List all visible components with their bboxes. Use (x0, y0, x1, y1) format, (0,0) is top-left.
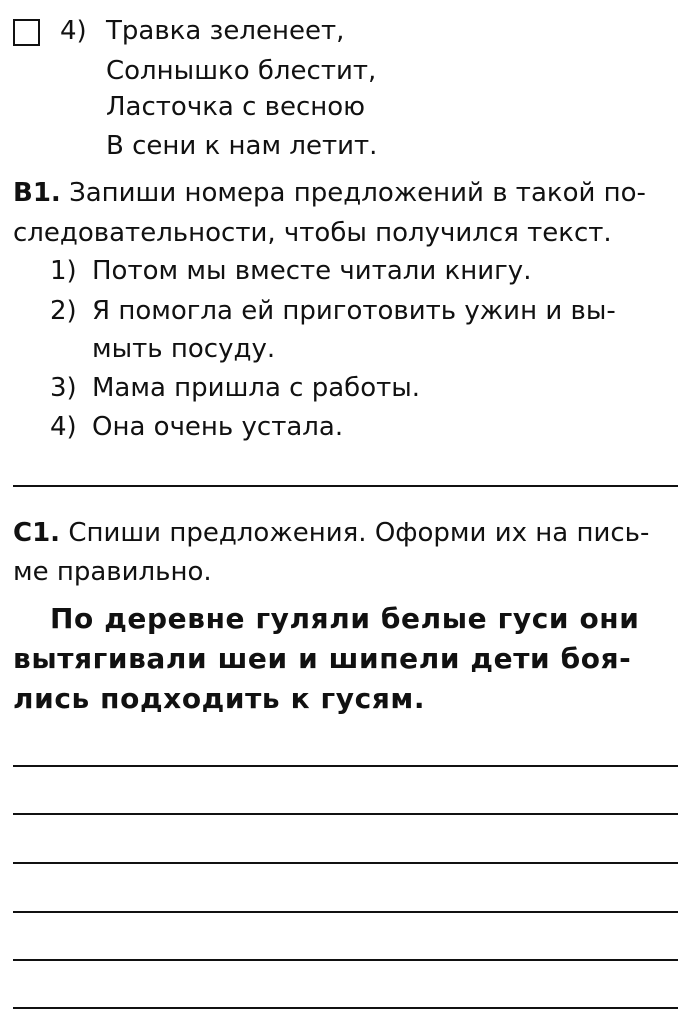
c1-answer-line-5[interactable] (13, 959, 678, 961)
c1-task-line-3: лись подходить к гусям. (13, 682, 426, 715)
poem-line-4: В сени к нам летит. (106, 131, 378, 161)
b1-item-number-3: 3) (50, 373, 77, 403)
c1-answer-line-6[interactable] (13, 1007, 678, 1009)
option-number-4: 4) (60, 16, 87, 46)
c1-answer-line-2[interactable] (13, 813, 678, 815)
c1-instruction-line-2: ме правильно. (13, 557, 212, 587)
poem-line-2: Солнышко блестит, (106, 56, 377, 86)
b1-label: В1. (13, 178, 61, 208)
c1-answer-line-3[interactable] (13, 862, 678, 864)
b1-item-text-3: Мама пришла с работы. (92, 373, 421, 403)
poem-line-3: Ласточка с весною (106, 92, 366, 122)
c1-answer-line-4[interactable] (13, 911, 678, 913)
b1-answer-line[interactable] (13, 485, 678, 487)
b1-item-text-4: Она очень устала. (92, 412, 344, 442)
poem-line-1: Травка зеленеет, (106, 16, 345, 46)
c1-answer-line-1[interactable] (13, 765, 678, 767)
c1-label: С1. (13, 518, 61, 548)
b1-item-text-2-cont: мыть посуду. (92, 334, 276, 364)
c1-task-line-1: По деревне гуляли белые гуси они (50, 602, 640, 635)
c1-instruction (13, 518, 649, 548)
answer-checkbox-4[interactable] (13, 19, 40, 46)
b1-instruction-line-1: Запиши номера предложений в такой по- (69, 178, 646, 208)
b1-instruction (13, 178, 646, 208)
b1-item-text-1: Потом мы вместе читали книгу. (92, 256, 532, 286)
b1-item-number-2: 2) (50, 296, 77, 326)
b1-item-number-1: 1) (50, 256, 77, 286)
c1-instruction-line-1: Спиши предложения. Оформи их на пись- (68, 518, 650, 548)
b1-item-number-4: 4) (50, 412, 77, 442)
b1-instruction-line-2: следовательности, чтобы получился текст. (13, 218, 612, 248)
c1-task-line-2: вытягивали шеи и шипели дети боя- (13, 642, 632, 675)
b1-item-text-2: Я помогла ей приготовить ужин и вы- (92, 296, 616, 326)
